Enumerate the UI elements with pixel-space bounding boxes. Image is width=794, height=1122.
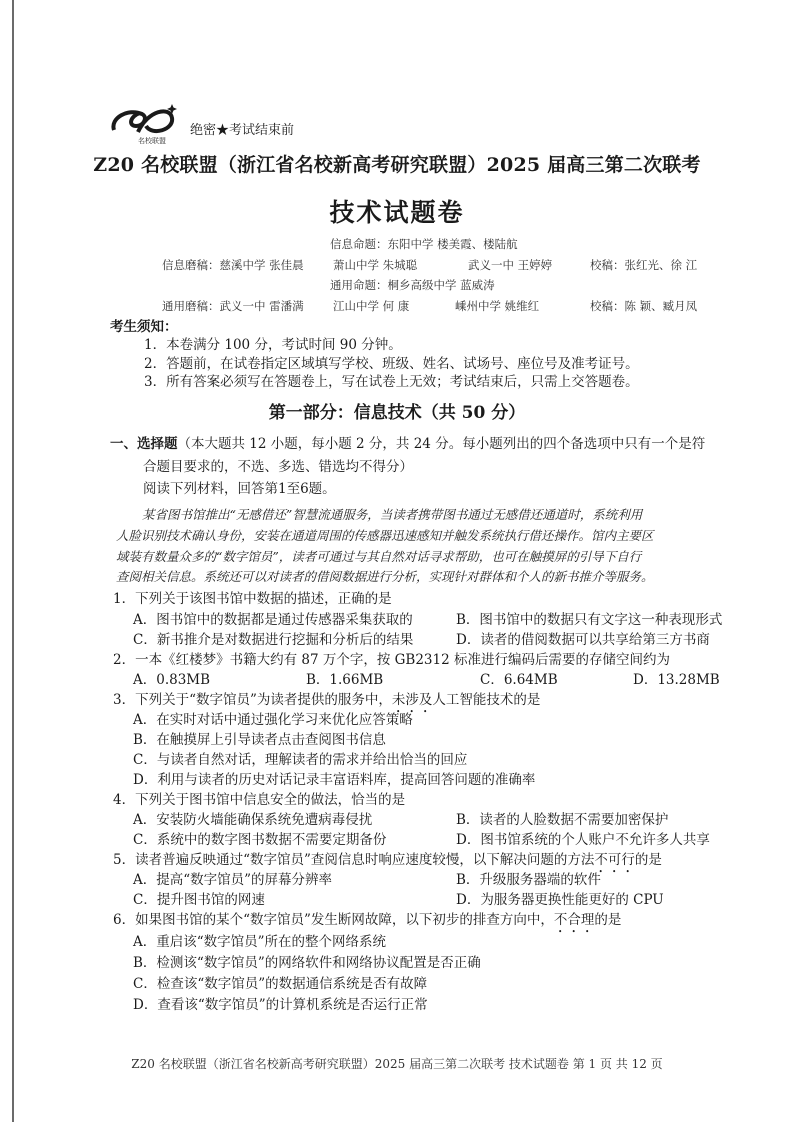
exam-title: Z20 名校联盟（浙江省名校新高考研究联盟）2025 届高三第二次联考	[93, 154, 701, 176]
option-c: C．新书推介是对数据进行挖掘和分析后的结果	[133, 632, 414, 648]
section-heading-text: （本大题共 12 小题，每小题 2 分，共 24 分。每小题列出的四个备选项中只有一个是符	[177, 436, 706, 452]
logo-text: 名校联盟	[138, 137, 166, 145]
material-line: 人脸识别技术确认身份，安装在通道周围的传感器迅速感知并触发系统执行借还操作。馆内主要区	[116, 528, 654, 543]
option-a: A．在实时对话中通过强化学习来优化应答策略	[133, 712, 413, 728]
section-heading-line2: 合题目要求的，不选、多选、错选均不得分）	[143, 459, 413, 475]
section-heading	[110, 432, 705, 452]
credit-line-4c: 嵊州中学 姚维红	[455, 299, 540, 313]
option-a: A．0.83MB	[133, 672, 211, 688]
option-d: D．读者的借阅数据可以共享给第三方书商	[456, 632, 710, 648]
material-line: 域装有数量众多的“数字馆员”，读者可通过与其自然对话寻求帮助，也可在触摸屏的引导下自行	[116, 549, 642, 564]
notice-item: 3．所有答案必须写在答题卷上，写在试卷上无效；考试结束后，只需上交答题卷。	[144, 374, 639, 390]
option-c: C．系统中的数字图书数据不需要定期备份	[133, 832, 387, 848]
option-b: B．升级服务器端的软件	[456, 872, 601, 888]
option-c: C．检查该“数字馆员”的数据通信系统是否有故障	[133, 976, 428, 992]
question-stem: 1．下列关于该图书馆中数据的描述，正确的是	[113, 591, 392, 607]
stem-emphasis: 不合理	[553, 912, 595, 928]
notice-item: 1．本卷满分 100 分，考试时间 90 分钟。	[144, 337, 402, 353]
option-d: D．图书馆系统的个人账户不允许多人共享	[456, 832, 710, 848]
credit-line-2b: 萧山中学 朱城聪	[333, 258, 418, 272]
credit-line-2d: 校稿：张红光、徐 江	[590, 258, 698, 272]
credit-line-2a: 信息磨稿：慈溪中学 张佳晨	[162, 258, 304, 272]
part-title: 第一部分：信息技术（共 50 分）	[268, 403, 526, 423]
option-d: D．查看该“数字馆员”的计算机系统是否运行正常	[133, 997, 428, 1013]
credit-line-4b: 江山中学 何 康	[333, 299, 410, 313]
option-b: B．检测该“数字馆员”的网络软件和网络协议配置是否正确	[133, 955, 481, 971]
stem-emphasis: 未涉及	[391, 692, 433, 708]
option-b: B．图书馆中的数据只有文字这一种表现形式	[456, 612, 723, 628]
stem-text: 3．下列关于“数字馆员”为读者提供的服务中，	[113, 692, 392, 708]
material-instruction: 阅读下列材料，回答第1至6题。	[143, 481, 336, 497]
paper-title: 技术试题卷	[329, 198, 465, 227]
option-d: D．为服务器更换性能更好的 CPU	[456, 892, 664, 908]
credit-line-4d: 校稿：陈 颖、臧月凤	[590, 299, 698, 313]
option-a: A．重启该“数字馆员”所在的整个网络系统	[133, 934, 387, 950]
option-b: B．读者的人脸数据不需要加密保护	[456, 812, 669, 828]
notice-title: 考生须知：	[110, 319, 178, 335]
credit-line-4a: 通用磨稿：武义一中 雷潘满	[162, 299, 304, 313]
material-line: 某省图书馆推出“无感借还”智慧流通服务，当读者携带图书通过无感借还通道时，系统利用	[142, 507, 643, 522]
option-c: C．6.64MB	[480, 672, 558, 688]
option-b: B．1.66MB	[306, 672, 384, 688]
option-a: A．图书馆中的数据都是通过传感器采集获取的	[133, 612, 413, 628]
stem-text: 的是	[594, 912, 622, 928]
option-c: C．提升图书馆的网速	[133, 892, 265, 908]
notice-item: 2．答题前，在试卷指定区域填写学校、班级、姓名、试场号、座位号及准考证号。	[144, 356, 639, 372]
stem-text: 6．如果图书馆的某个“数字馆员”发生断网故障，以下初步的排查方向中，	[113, 912, 554, 928]
stem-text: 人工智能技术的是	[432, 692, 541, 708]
alliance-logo	[108, 100, 180, 148]
option-c: C．与读者自然对话，理解读者的需求并给出恰当的回应	[133, 752, 468, 768]
option-d: D．利用与读者的历史对话记录丰富语料库，提高回答问题的准确率	[133, 772, 536, 788]
stem-text: 5．读者普遍反映通过“数字馆员”查阅信息时响应速度较慢，以下解决问题的方法	[113, 852, 595, 868]
section-heading-label: 一、选择题	[110, 436, 178, 452]
credit-line-3: 通用命题：桐乡高级中学 蓝威涛	[330, 278, 495, 292]
secret-label: 绝密★考试结束前	[190, 123, 295, 138]
option-d: D．13.28MB	[633, 672, 720, 688]
option-a: A．安装防火墙能确保系统免遭病毒侵扰	[133, 812, 373, 828]
credit-line-1: 信息命题：东阳中学 楼美霞、楼陆航	[330, 237, 518, 251]
credit-line-2c: 武义一中 王婷婷	[468, 258, 553, 272]
stem-emphasis: 不可行	[594, 852, 635, 868]
option-a: A．提高“数字馆员”的屏幕分辨率	[133, 872, 333, 888]
question-stem: 4．下列关于图书馆中信息安全的做法，恰当的是	[113, 792, 406, 808]
option-b: B．在触摸屏上引导读者点击查阅图书信息	[133, 732, 386, 748]
page-footer: Z20 名校联盟（浙江省名校新高考研究联盟）2025 届高三第二次联考 技术试题卷 第 1 页 共 12 页	[131, 1057, 663, 1071]
question-stem: 2．一本《红楼梦》书籍大约有 87 万个字，按 GB2312 标准进行编码后需要的存储空间约为	[113, 652, 670, 668]
stem-text: 的是	[634, 852, 662, 868]
material-line: 查阅相关信息。系统还可以对读者的借阅数据进行分析，实现针对群体和个人的新书推介等服务。	[116, 569, 654, 584]
